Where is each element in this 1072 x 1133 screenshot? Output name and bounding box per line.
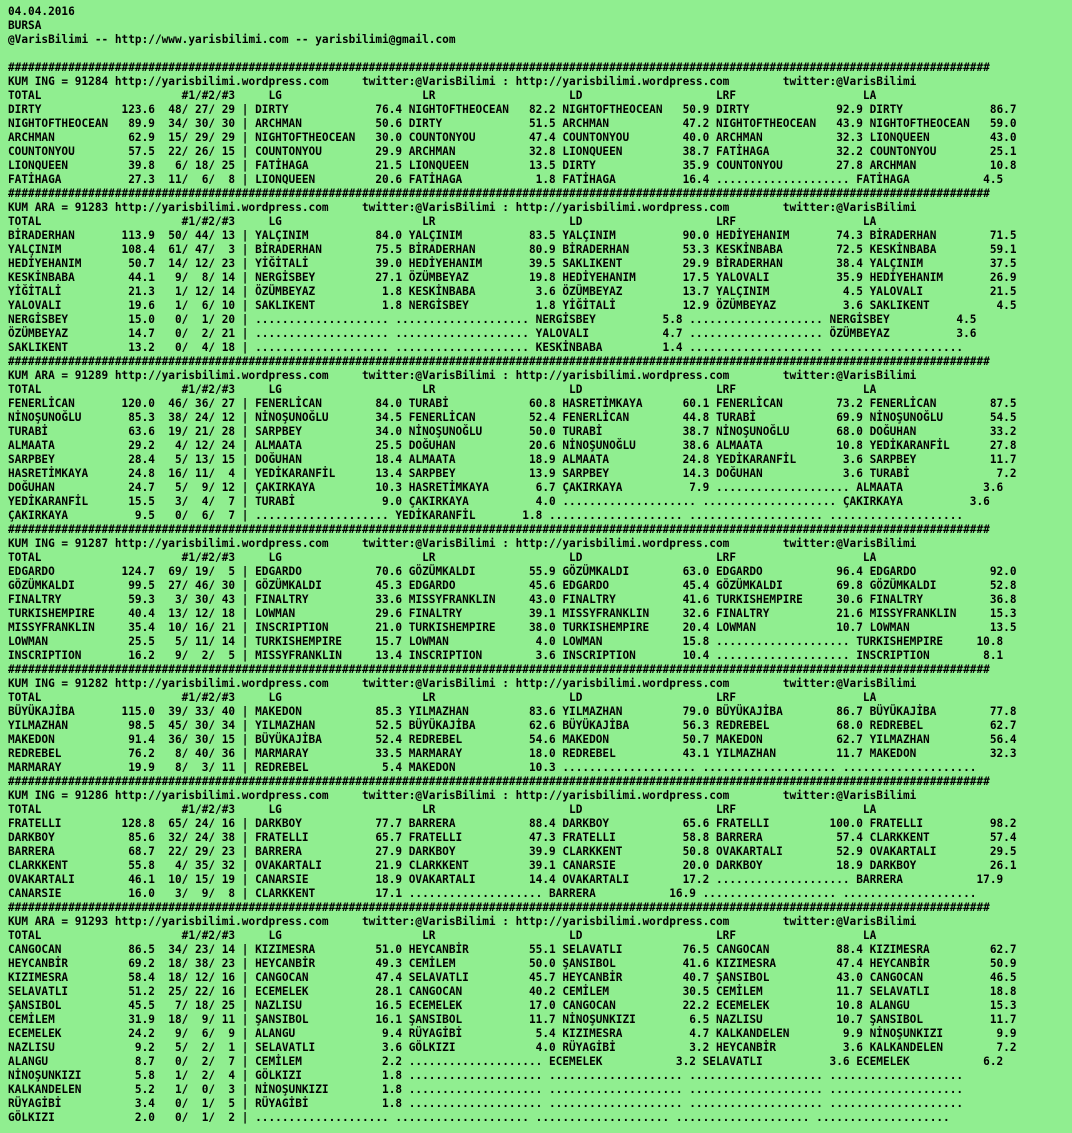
column-header: TOTAL #1/#2/#3 LG LR LD LRF LA	[8, 215, 877, 228]
table-row: HEYCANBİR 69.2 18/ 38/ 23 | HEYCANBİR 49.3 CEMİLEM 50.0 ŞANSIBOL 41.6 KIZIMESRA 47.4 HEYCANBİR 50.9	[8, 957, 1017, 970]
table-row: NİNOŞUNOĞLU 85.3 38/ 24/ 12 | NİNOŞUNOĞLU 34.5 FENERLİCAN 52.4 FENERLİCAN 44.8 TURABİ 69.9 NİNOŞUNOĞLU 54.5	[8, 411, 1017, 424]
table-row: CEMİLEM 31.9 18/ 9/ 11 | ŞANSIBOL 16.1 ŞANSIBOL 11.7 NİNOŞUNKIZI 6.5 NAZLISU 10.7 ŞANSIBOL 11.7	[8, 1013, 1017, 1026]
table-row: DIRTY 123.6 48/ 27/ 29 | DIRTY 76.4 NIGHTOFTHEOCEAN 82.2 NIGHTOFTHEOCEAN 50.9 DIRTY 92.9 DIRTY 86.7	[8, 103, 1017, 116]
table-row: NIGHTOFTHEOCEAN 89.9 34/ 30/ 30 | ARCHMAN 50.6 DIRTY 51.5 ARCHMAN 47.2 NIGHTOFTHEOCEAN 43.9 NIGHTOFTHEOCEAN 59.0	[8, 117, 1017, 130]
table-row: ÇAKIRKAYA 9.5 0/ 6/ 7 | .................... YEDİKARANFİL 1.8 .................... .................... ....................	[8, 509, 964, 522]
table-row: DOĞUHAN 24.7 5/ 9/ 12 | ÇAKIRKAYA 10.3 HASRETİMKAYA 6.7 ÇAKIRKAYA 7.9 .................... ALMAATA 3.6	[8, 481, 1004, 494]
column-header: TOTAL #1/#2/#3 LG LR LD LRF LA	[8, 551, 877, 564]
table-row: LOWMAN 25.5 5/ 11/ 14 | TURKISHEMPIRE 15.7 LOWMAN 4.0 LOWMAN 15.8 .................... TURKISHEMPIRE 10.8	[8, 635, 1004, 648]
race-block	[8, 901, 1072, 1125]
table-row: GÖZÜMKALDI 99.5 27/ 46/ 30 | GÖZÜMKALDI 45.3 EDGARDO 45.6 EDGARDO 45.4 GÖZÜMKALDI 69.8 GÖZÜMKALDI 52.8	[8, 579, 1017, 592]
blank-line	[8, 47, 1072, 61]
race-list	[8, 61, 1072, 1125]
table-row: CANGOCAN 86.5 34/ 23/ 14 | KIZIMESRA 51.0 HEYCANBİR 55.1 SELAVATLI 76.5 CANGOCAN 88.4 KIZIMESRA 62.7	[8, 943, 1017, 956]
column-header: TOTAL #1/#2/#3 LG LR LD LRF LA	[8, 929, 877, 942]
table-row: YALOVALI 19.6 1/ 6/ 10 | SAKLIKENT 1.8 NERGİSBEY 1.8 YİĞİTALİ 12.9 ÖZÜMBEYAZ 3.6 SAKLIKENT 4.5	[8, 299, 1017, 312]
table-row: YALÇINIM 108.4 61/ 47/ 3 | BİRADERHAN 75.5 BİRADERHAN 80.9 BİRADERHAN 53.3 KESKİNBABA 72.5 KESKİNBABA 59.1	[8, 243, 1017, 256]
race-title: KUM ING = 91287 http://yarisbilimi.wordpress.com twitter:@VarisBilimi : http://yarisbilimi.wordpress.com twitter:@VarisBilimi	[8, 537, 917, 550]
table-row: YILMAZHAN 98.5 45/ 30/ 34 | YILMAZHAN 52.5 BÜYÜKAJİBA 62.6 BÜYÜKAJİBA 56.3 REDREBEL 68.0 REDREBEL 62.7	[8, 719, 1017, 732]
table-row: TURKISHEMPIRE 40.4 13/ 12/ 18 | LOWMAN 29.6 FINALTRY 39.1 MISSYFRANKLIN 32.6 FINALTRY 21.6 MISSYFRANKLIN 15.3	[8, 607, 1017, 620]
table-row: BİRADERHAN 113.9 50/ 44/ 13 | YALÇINIM 84.0 YALÇINIM 83.5 YALÇINIM 90.0 HEDİYEHANIM 74.3 BİRADERHAN 71.5	[8, 229, 1017, 242]
table-row: REDREBEL 76.2 8/ 40/ 36 | MARMARAY 33.5 MARMARAY 18.0 REDREBEL 43.1 YILMAZHAN 11.7 MAKEDON 32.3	[8, 747, 1017, 760]
table-row: FATİHAGA 27.3 11/ 6/ 8 | LIONQUEEN 20.6 FATİHAGA 1.8 FATİHAGA 16.4 .................... FATİHAGA 4.5	[8, 173, 1004, 186]
table-row: TURABİ 63.6 19/ 21/ 28 | SARPBEY 34.0 NİNOŞUNOĞLU 50.0 TURABİ 38.7 NİNOŞUNOĞLU 68.0 DOĞUHAN 33.2	[8, 425, 1017, 438]
race-block	[8, 187, 1072, 355]
table-row: GÖLKIZI 2.0 0/ 1/ 2 | .................... .................... .................... .................... ....................	[8, 1111, 950, 1124]
race-title: KUM ING = 91284 http://yarisbilimi.wordpress.com twitter:@VarisBilimi : http://yarisbilimi.wordpress.com twitter:@VarisBilimi	[8, 75, 917, 88]
table-row: ŞANSIBOL 45.5 7/ 18/ 25 | NAZLISU 16.5 ECEMELEK 17.0 CANGOCAN 22.2 ECEMELEK 10.8 ALANGU 15.3	[8, 999, 1017, 1012]
table-row: EDGARDO 124.7 69/ 19/ 5 | EDGARDO 70.6 GÖZÜMKALDI 55.9 GÖZÜMKALDI 63.0 EDGARDO 96.4 EDGARDO 92.0	[8, 565, 1017, 578]
table-row: COUNTONYOU 57.5 22/ 26/ 15 | COUNTONYOU 29.9 ARCHMAN 32.8 LIONQUEEN 38.7 FATİHAGA 32.2 COUNTONYOU 25.1	[8, 145, 1017, 158]
table-row: ECEMELEK 24.2 9/ 6/ 9 | ALANGU 9.4 RÜYAGİBİ 5.4 KIZIMESRA 4.7 KALKANDELEN 9.9 NİNOŞUNKIZI 9.9	[8, 1027, 1017, 1040]
race-title: KUM ARA = 91289 http://yarisbilimi.wordpress.com twitter:@VarisBilimi : http://yarisbilimi.wordpress.com twitter:@VarisBilimi	[8, 369, 917, 382]
table-row: NERGİSBEY 15.0 0/ 1/ 20 | .................... .................... NERGİSBEY 5.8 .................... NERGİSBEY 4.5	[8, 313, 977, 326]
race-block	[8, 61, 1072, 187]
report-city: BURSA	[8, 19, 42, 32]
table-row: KIZIMESRA 58.4 18/ 12/ 16 | CANGOCAN 47.4 SELAVATLI 45.7 HEYCANBİR 40.7 ŞANSIBOL 43.0 CANGOCAN 46.5	[8, 971, 1017, 984]
column-header: TOTAL #1/#2/#3 LG LR LD LRF LA	[8, 803, 877, 816]
separator-line: ###################################################################################################################################################	[8, 775, 990, 788]
column-header: TOTAL #1/#2/#3 LG LR LD LRF LA	[8, 691, 877, 704]
table-row: BARRERA 68.7 22/ 29/ 23 | BARRERA 27.9 DARKBOY 39.9 CLARKKENT 50.8 OVAKARTALI 52.9 OVAKARTALI 29.5	[8, 845, 1017, 858]
table-row: MAKEDON 91.4 36/ 30/ 15 | BÜYÜKAJİBA 52.4 REDREBEL 54.6 MAKEDON 50.7 MAKEDON 62.7 YILMAZHAN 56.4	[8, 733, 1017, 746]
table-row: SELAVATLI 51.2 25/ 22/ 16 | ECEMELEK 28.1 CANGOCAN 40.2 CEMİLEM 30.5 CEMİLEM 11.7 SELAVATLI 18.8	[8, 985, 1017, 998]
table-row: ÖZÜMBEYAZ 14.7 0/ 2/ 21 | .................... .................... YALOVALI 4.7 .................... ÖZÜMBEYAZ 3.6	[8, 327, 977, 340]
race-block	[8, 523, 1072, 663]
table-row: CANARSIE 16.0 3/ 9/ 8 | CLARKKENT 17.1 .................... BARRERA 16.9 .................... ....................	[8, 887, 977, 900]
table-row: OVAKARTALI 46.1 10/ 15/ 19 | CANARSIE 18.9 OVAKARTALI 14.4 OVAKARTALI 17.2 .................... BARRERA 17.9	[8, 873, 1004, 886]
table-row: NİNOŞUNKIZI 5.8 1/ 2/ 4 | GÖLKIZI 1.8 .................... .................... .................... ....................	[8, 1069, 964, 1082]
table-row: MISSYFRANKLIN 35.4 10/ 16/ 21 | INSCRIPTION 21.0 TURKISHEMPIRE 38.0 TURKISHEMPIRE 20.4 LOWMAN 10.7 LOWMAN 13.5	[8, 621, 1017, 634]
report-date: 04.04.2016	[8, 5, 75, 18]
column-header: TOTAL #1/#2/#3 LG LR LD LRF LA	[8, 383, 877, 396]
table-row: FRATELLI 128.8 65/ 24/ 16 | DARKBOY 77.7 BARRERA 88.4 DARKBOY 65.6 FRATELLI 100.0 FRATELLI 98.2	[8, 817, 1017, 830]
table-row: LIONQUEEN 39.8 6/ 18/ 25 | FATİHAGA 21.5 LIONQUEEN 13.5 DIRTY 35.9 COUNTONYOU 27.8 ARCHMAN 10.8	[8, 159, 1017, 172]
table-row: FENERLİCAN 120.0 46/ 36/ 27 | FENERLİCAN 84.0 TURABİ 60.8 HASRETİMKAYA 60.1 FENERLİCAN 73.2 FENERLİCAN 87.5	[8, 397, 1017, 410]
table-row: RÜYAGİBİ 3.4 0/ 1/ 5 | RÜYAGİBİ 1.8 .................... .................... .................... ....................	[8, 1097, 964, 1110]
table-row: FINALTRY 59.3 3/ 30/ 43 | FINALTRY 33.6 MISSYFRANKLIN 43.0 FINALTRY 41.6 TURKISHEMPIRE 30.6 FINALTRY 36.8	[8, 593, 1017, 606]
table-row: INSCRIPTION 16.2 9/ 2/ 5 | MISSYFRANKLIN 13.4 INSCRIPTION 3.6 INSCRIPTION 10.4 .................... INSCRIPTION 8.1	[8, 649, 1004, 662]
table-row: MARMARAY 19.9 8/ 3/ 11 | REDREBEL 5.4 MAKEDON 10.3 .................... .................... ....................	[8, 761, 977, 774]
table-row: HASRETİMKAYA 24.8 16/ 11/ 4 | YEDİKARANFİL 13.4 SARPBEY 13.9 SARPBEY 14.3 DOĞUHAN 3.6 TURABİ 7.2	[8, 467, 1017, 480]
table-row: ARCHMAN 62.9 15/ 29/ 29 | NIGHTOFTHEOCEAN 30.0 COUNTONYOU 47.4 COUNTONYOU 40.0 ARCHMAN 32.3 LIONQUEEN 43.0	[8, 131, 1017, 144]
separator-line: ###################################################################################################################################################	[8, 663, 990, 676]
contact-line: @VarisBilimi -- http://www.yarisbilimi.com -- yarisbilimi@gmail.com	[8, 33, 456, 46]
race-title: KUM ARA = 91283 http://yarisbilimi.wordpress.com twitter:@VarisBilimi : http://yarisbilimi.wordpress.com twitter:@VarisBilimi	[8, 201, 917, 214]
separator-line: ###################################################################################################################################################	[8, 901, 990, 914]
table-row: BÜYÜKAJİBA 115.0 39/ 33/ 40 | MAKEDON 85.3 YILMAZHAN 83.6 YILMAZHAN 79.0 BÜYÜKAJİBA 86.7 BÜYÜKAJİBA 77.8	[8, 705, 1017, 718]
table-row: SARPBEY 28.4 5/ 13/ 15 | DOĞUHAN 18.4 ALMAATA 18.9 ALMAATA 24.8 YEDİKARANFİL 3.6 SARPBEY 11.7	[8, 453, 1017, 466]
table-row: NAZLISU 9.2 5/ 2/ 1 | SELAVATLI 3.6 GÖLKIZI 4.0 RÜYAGİBİ 3.2 HEYCANBİR 3.6 KALKANDELEN 7.2	[8, 1041, 1017, 1054]
table-row: DARKBOY 85.6 32/ 24/ 38 | FRATELLI 65.7 FRATELLI 47.3 FRATELLI 58.8 BARRERA 57.4 CLARKKENT 57.4	[8, 831, 1017, 844]
table-row: SAKLIKENT 13.2 0/ 4/ 18 | .................... .................... KESKİNBABA 1.4 .................... ....................	[8, 341, 964, 354]
race-block	[8, 775, 1072, 901]
table-row: HEDİYEHANIM 50.7 14/ 12/ 23 | YİĞİTALİ 39.0 HEDİYEHANIM 39.5 SAKLIKENT 29.9 BİRADERHAN 38.4 YALÇINIM 37.5	[8, 257, 1017, 270]
separator-line: ###################################################################################################################################################	[8, 61, 990, 74]
table-row: ALMAATA 29.2 4/ 12/ 24 | ALMAATA 25.5 DOĞUHAN 20.6 NİNOŞUNOĞLU 38.6 ALMAATA 10.8 YEDİKARANFİL 27.8	[8, 439, 1017, 452]
column-header: TOTAL #1/#2/#3 LG LR LD LRF LA	[8, 89, 877, 102]
race-title: KUM ING = 91282 http://yarisbilimi.wordpress.com twitter:@VarisBilimi : http://yarisbilimi.wordpress.com twitter:@VarisBilimi	[8, 677, 917, 690]
race-block	[8, 355, 1072, 523]
separator-line: ###################################################################################################################################################	[8, 523, 990, 536]
table-row: YİĞİTALİ 21.3 1/ 12/ 14 | ÖZÜMBEYAZ 1.8 KESKİNBABA 3.6 ÖZÜMBEYAZ 13.7 YALÇINIM 4.5 YALOVALI 21.5	[8, 285, 1017, 298]
separator-line: ###################################################################################################################################################	[8, 355, 990, 368]
race-block	[8, 663, 1072, 775]
race-title: KUM ARA = 91293 http://yarisbilimi.wordpress.com twitter:@VarisBilimi : http://yarisbilimi.wordpress.com twitter:@VarisBilimi	[8, 915, 917, 928]
table-row: KALKANDELEN 5.2 1/ 0/ 3 | NİNOŞUNKIZI 1.8 .................... .................... .................... ....................	[8, 1083, 964, 1096]
table-row: YEDİKARANFİL 15.5 3/ 4/ 7 | TURABİ 9.0 ÇAKIRKAYA 4.0 .................... .................... ÇAKIRKAYA 3.6	[8, 495, 990, 508]
separator-line: ###################################################################################################################################################	[8, 187, 990, 200]
table-row: KESKİNBABA 44.1 9/ 8/ 14 | NERGİSBEY 27.1 ÖZÜMBEYAZ 19.8 HEDİYEHANIM 17.5 YALOVALI 35.9 HEDİYEHANIM 26.9	[8, 271, 1017, 284]
table-row: ALANGU 8.7 0/ 2/ 7 | CEMİLEM 2.2 .................... ECEMELEK 3.2 SELAVATLI 3.6 ECEMELEK 6.2	[8, 1055, 1004, 1068]
table-row: CLARKKENT 55.8 4/ 35/ 32 | OVAKARTALI 21.9 CLARKKENT 39.1 CANARSIE 20.0 DARKBOY 18.9 DARKBOY 26.1	[8, 859, 1017, 872]
race-title: KUM ING = 91286 http://yarisbilimi.wordpress.com twitter:@VarisBilimi : http://yarisbilimi.wordpress.com twitter:@VarisBilimi	[8, 789, 917, 802]
